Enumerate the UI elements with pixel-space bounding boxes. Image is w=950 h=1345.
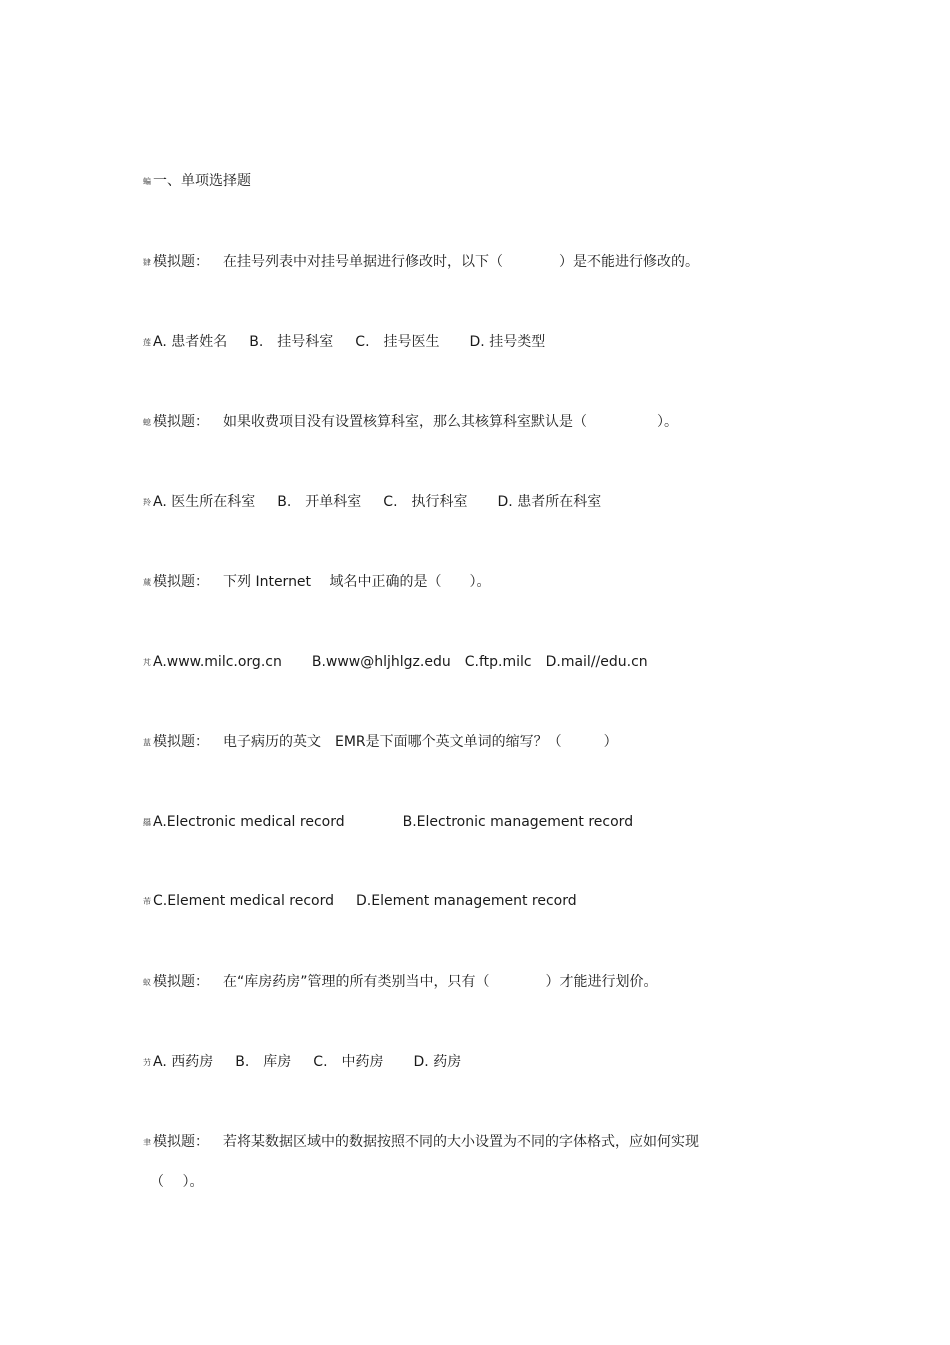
options-1 <box>143 332 545 353</box>
options-3 <box>143 652 648 673</box>
question-label: 模拟题： <box>153 414 209 430</box>
option-d: D.mail//edu.cn <box>545 654 648 670</box>
option-b: B. 挂号科室 <box>249 334 334 350</box>
question-text: 在挂号列表中对挂号单据进行修改时，以下（ ）是不能进行修改的。 <box>223 254 699 270</box>
ocr-artifact-mark: 羉 <box>143 818 151 827</box>
question-4 <box>143 732 618 753</box>
ocr-artifact-mark: 芀 <box>143 1058 151 1067</box>
question-label: 模拟题： <box>153 254 209 270</box>
question-label: 模拟题： <box>153 574 209 590</box>
option-b: B. 开单科室 <box>277 494 362 510</box>
option-d: D.Element management record <box>356 893 577 909</box>
option-d: D. 挂号类型 <box>469 334 546 350</box>
option-b: B. 库房 <box>235 1054 292 1070</box>
question-2 <box>143 412 678 433</box>
options-4b <box>143 891 577 912</box>
question-text: 电子病历的英文 EMR是下面哪个英文单词的缩写？（ ） <box>223 734 618 750</box>
question-text: 如果收费项目没有设置核算科室，那么其核算科室默认是（ ）。 <box>223 414 678 430</box>
option-b: B.www@hljhlgz.edu <box>311 654 451 670</box>
option-d: D. 患者所在科室 <box>497 494 602 510</box>
option-a: A. 患者姓名 <box>153 334 228 350</box>
option-c: C. 挂号医生 <box>355 334 440 350</box>
ocr-artifact-mark: 羚 <box>143 498 151 507</box>
question-6 <box>143 1132 699 1153</box>
question-text: 在“库房药房”管理的所有类别当中，只有（ ）才能进行划价。 <box>223 974 658 990</box>
options-4a <box>143 812 633 833</box>
ocr-artifact-mark: 蒀 <box>143 738 151 747</box>
question-text-continuation: （ ）。 <box>150 1174 204 1190</box>
option-a: A.www.milc.org.cn <box>153 654 282 670</box>
option-d: D. 药房 <box>413 1054 462 1070</box>
option-c: C.Element medical record <box>153 893 335 909</box>
ocr-artifact-mark: 莲 <box>143 338 151 347</box>
ocr-artifact-mark: 聿 <box>143 1138 151 1147</box>
option-c: C. 执行科室 <box>383 494 468 510</box>
ocr-artifact-mark: 蒇 <box>143 578 151 587</box>
question-1 <box>143 252 699 273</box>
option-c: C.ftp.milc <box>464 654 532 670</box>
ocr-artifact-mark: 芾 <box>143 897 151 906</box>
option-a: A. 西药房 <box>153 1054 214 1070</box>
options-2 <box>143 492 601 513</box>
option-a: A.Electronic medical record <box>153 814 345 830</box>
options-5 <box>143 1052 461 1073</box>
ocr-artifact-mark: 芃 <box>143 658 151 667</box>
option-c: C. 中药房 <box>313 1054 384 1070</box>
ocr-artifact-mark: 蚁 <box>143 978 151 987</box>
question-text: 下列 Internet 域名中正确的是（ ）。 <box>223 574 491 590</box>
question-label: 模拟题： <box>153 974 209 990</box>
option-b: B.Electronic management record <box>402 814 634 830</box>
question-6-continuation <box>150 1172 203 1192</box>
section-title <box>143 171 251 192</box>
question-3 <box>143 572 491 593</box>
question-text: 若将某数据区域中的数据按照不同的大小设置为不同的字体格式，应如何实现 <box>223 1134 699 1150</box>
ocr-artifact-mark: 肄 <box>143 258 151 267</box>
question-label: 模拟题： <box>153 1134 209 1150</box>
section-title-text: 一、单项选择题 <box>153 173 251 189</box>
question-label: 模拟题： <box>153 734 209 750</box>
option-a: A. 医生所在科室 <box>153 494 256 510</box>
ocr-artifact-mark: 螅 <box>143 418 151 427</box>
ocr-artifact-mark: 蝙 <box>143 177 151 186</box>
question-5 <box>143 972 658 993</box>
